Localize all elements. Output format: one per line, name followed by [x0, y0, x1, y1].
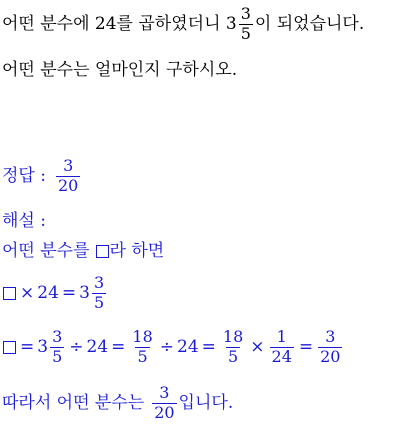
question-line-1 — [2, 6, 364, 43]
fraction-numerator: 3 — [93, 273, 105, 292]
fraction-18-5 — [130, 329, 154, 366]
question-fraction-denominator: 5 — [240, 23, 251, 43]
answer-fraction-denominator: 20 — [57, 175, 79, 195]
answer-line — [2, 158, 82, 195]
question-line-1-prefix: 어떤 분수에 24를 곱하였더니 3 — [2, 13, 237, 34]
answer-fraction — [56, 158, 80, 195]
divide-sign: ÷ — [69, 336, 84, 357]
fraction-18-5 — [221, 329, 245, 366]
equals-sign: = — [20, 336, 35, 357]
answer-fraction-numerator: 3 — [63, 156, 74, 175]
unknown-box-symbol — [3, 287, 16, 300]
mixed-whole: 3 — [37, 336, 49, 357]
fraction-3-20 — [318, 329, 342, 366]
number-24: 24 — [37, 282, 59, 303]
fraction-numerator: 1 — [276, 327, 287, 346]
conclusion-line — [2, 385, 233, 422]
mixed-fraction — [92, 275, 106, 312]
question-fraction — [239, 6, 253, 43]
fraction-denominator: 5 — [52, 346, 63, 366]
equals-sign: = — [201, 336, 216, 357]
fraction-numerator: 3 — [325, 327, 336, 346]
explanation-line-1-suffix: 라 하면 — [109, 241, 165, 261]
question-line-2-text: 어떤 분수는 얼마인지 구하시오. — [2, 60, 238, 80]
number-24: 24 — [86, 336, 109, 357]
mixed-number — [37, 329, 66, 366]
conclusion-suffix: 입니다. — [178, 392, 234, 413]
fraction-denominator: 20 — [320, 346, 341, 366]
unknown-box-symbol — [96, 245, 109, 258]
question-fraction-numerator: 3 — [240, 4, 251, 23]
answer-label: 정답 : — [2, 165, 46, 186]
equals-sign: = — [111, 336, 126, 357]
fraction-numerator: 3 — [52, 327, 63, 346]
explanation-label-line — [2, 213, 46, 230]
fraction-numerator: 18 — [132, 327, 153, 346]
explanation-line-1-prefix: 어떤 분수를 — [2, 241, 90, 261]
conclusion-prefix: 따라서 어떤 분수는 — [2, 392, 145, 413]
mixed-fraction — [50, 329, 64, 366]
unknown-box-symbol — [3, 341, 16, 354]
fraction-denominator: 5 — [227, 346, 239, 366]
equation-1 — [2, 275, 108, 312]
times-sign: × — [20, 282, 35, 303]
equation-2 — [2, 329, 344, 366]
number-24: 24 — [177, 336, 199, 357]
question-line-1-suffix: 이 되었습니다. — [254, 13, 365, 34]
fraction-numerator: 18 — [222, 327, 244, 346]
fraction-denominator: 5 — [93, 292, 105, 312]
mixed-whole: 3 — [79, 282, 90, 303]
divide-sign: ÷ — [159, 336, 175, 357]
mixed-number — [79, 275, 108, 312]
equals-sign: = — [298, 336, 314, 357]
fraction-1-24 — [270, 329, 294, 366]
explanation-label: 해설 : — [2, 211, 46, 231]
fraction-denominator: 24 — [271, 346, 292, 366]
fraction-denominator: 20 — [154, 402, 175, 422]
explanation-line-1 — [2, 243, 164, 260]
conclusion-fraction — [152, 385, 176, 422]
equals-sign: = — [61, 282, 77, 303]
times-sign: × — [250, 336, 265, 357]
fraction-numerator: 3 — [159, 383, 170, 402]
fraction-denominator: 5 — [137, 346, 148, 366]
question-line-2 — [2, 62, 237, 79]
